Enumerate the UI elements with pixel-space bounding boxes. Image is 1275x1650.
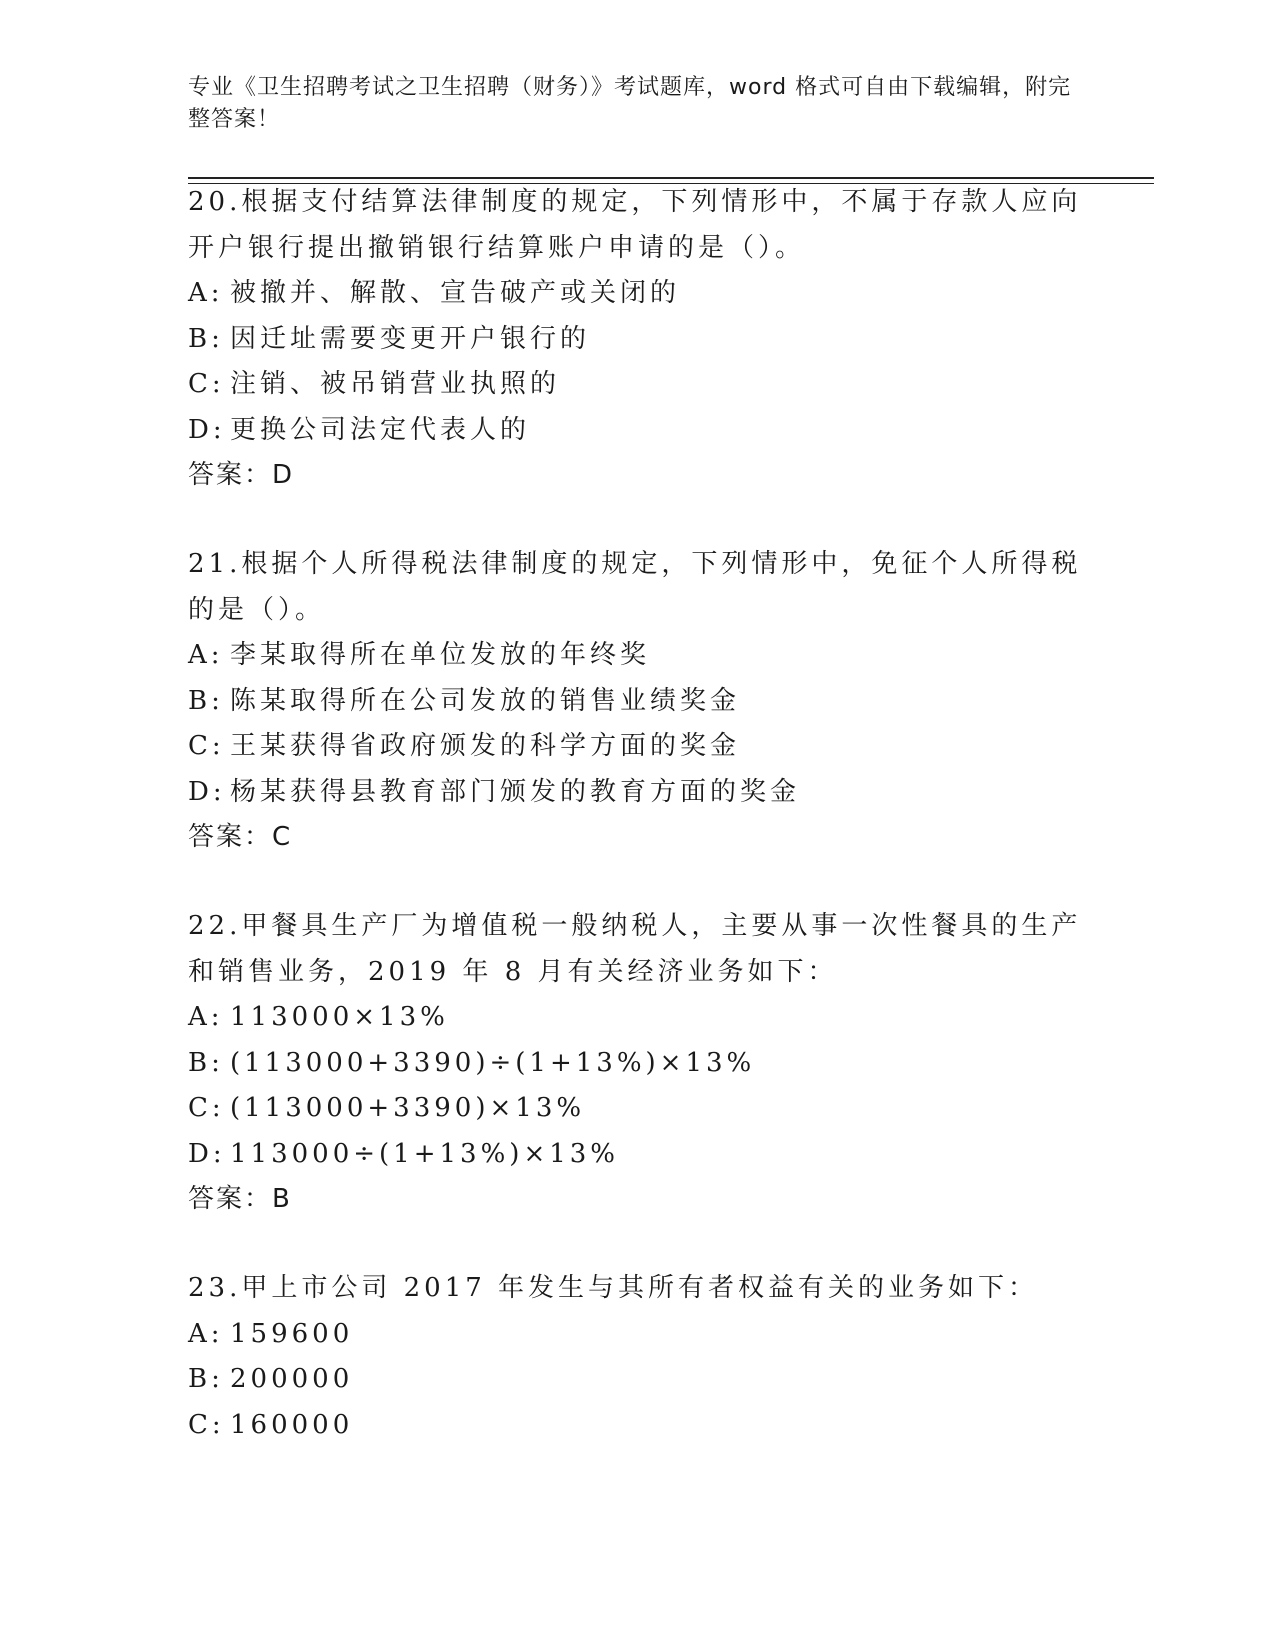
answer-line: 答案：D [188, 460, 295, 490]
option-letter: C: [188, 731, 225, 761]
option-c [188, 362, 1088, 408]
question-stem: 20.根据支付结算法律制度的规定，下列情形中，不属于存款人应向开户银行提出撤销银行结算账户申请的是（）。 [188, 187, 1082, 263]
option-a [188, 271, 1088, 317]
question-20 [188, 180, 1088, 499]
option-b [188, 1041, 1088, 1087]
option-c [188, 1403, 1088, 1449]
answer-line: 答案：B [188, 1184, 292, 1214]
option-a [188, 995, 1088, 1041]
question-stem: 23.甲上市公司 2017 年发生与其所有者权益有关的业务如下： [188, 1273, 1039, 1303]
option-d [188, 770, 1088, 816]
option-text: 注销、被吊销营业执照的 [230, 369, 561, 399]
option-text: 杨某获得县教育部门颁发的教育方面的奖金 [230, 776, 801, 807]
option-letter: C: [188, 369, 225, 399]
option-c [188, 1086, 1088, 1132]
option-text: 113000÷(1+13%)×13% [230, 1138, 620, 1169]
option-a [188, 1312, 1088, 1358]
option-text: (113000+3390)÷(1+13%)×13% [230, 1047, 756, 1078]
option-b [188, 1357, 1088, 1403]
option-text: 113000×13% [230, 1002, 449, 1032]
option-letter: A: [188, 1002, 224, 1032]
option-letter: C: [188, 1409, 225, 1440]
option-letter: C: [188, 1093, 225, 1123]
option-text: 200000 [230, 1364, 354, 1394]
option-b [188, 317, 1088, 363]
option-text: 159600 [230, 1318, 354, 1349]
answer-line: 答案：C [188, 822, 293, 852]
option-c [188, 724, 1088, 770]
option-text: 王某获得省政府颁发的科学方面的奖金 [230, 731, 741, 761]
question-stem: 21.根据个人所得税法律制度的规定，下列情形中，免征个人所得税的是（）。 [188, 549, 1082, 625]
question-22 [188, 904, 1088, 1223]
option-text: 陈某取得所在公司发放的销售业绩奖金 [230, 685, 741, 716]
option-letter: D: [188, 1138, 226, 1169]
option-text: 李某取得所在单位发放的年终奖 [230, 640, 651, 670]
question-21 [188, 542, 1088, 861]
option-letter: A: [188, 640, 224, 670]
question-23 [188, 1266, 1088, 1448]
option-letter: A: [188, 1318, 224, 1349]
header-rule-thick [188, 177, 1154, 179]
option-text: 被撤并、解散、宣告破产或关闭的 [230, 278, 681, 308]
option-a [188, 633, 1088, 679]
option-d [188, 1132, 1088, 1178]
option-letter: B: [188, 1364, 224, 1394]
option-letter: A: [188, 278, 224, 308]
option-text: (113000+3390)×13% [230, 1093, 586, 1123]
option-letter: B: [188, 685, 224, 716]
option-b [188, 679, 1088, 725]
option-text: 更换公司法定代表人的 [230, 414, 531, 445]
option-d [188, 408, 1088, 454]
question-stem: 22.甲餐具生产厂为增值税一般纳税人，主要从事一次性餐具的生产和销售业务，2019 年 8 月有关经济业务如下： [188, 911, 1082, 987]
option-letter: B: [188, 1047, 224, 1078]
document-header: 专业《卫生招聘考试之卫生招聘（财务）》考试题库，word 格式可自由下载编辑，附完整答案！ [188, 75, 1072, 132]
option-letter: B: [188, 323, 224, 354]
option-text: 160000 [230, 1409, 354, 1440]
option-text: 因迁址需要变更开户银行的 [230, 323, 591, 354]
option-letter: D: [188, 414, 226, 445]
option-letter: D: [188, 776, 226, 807]
